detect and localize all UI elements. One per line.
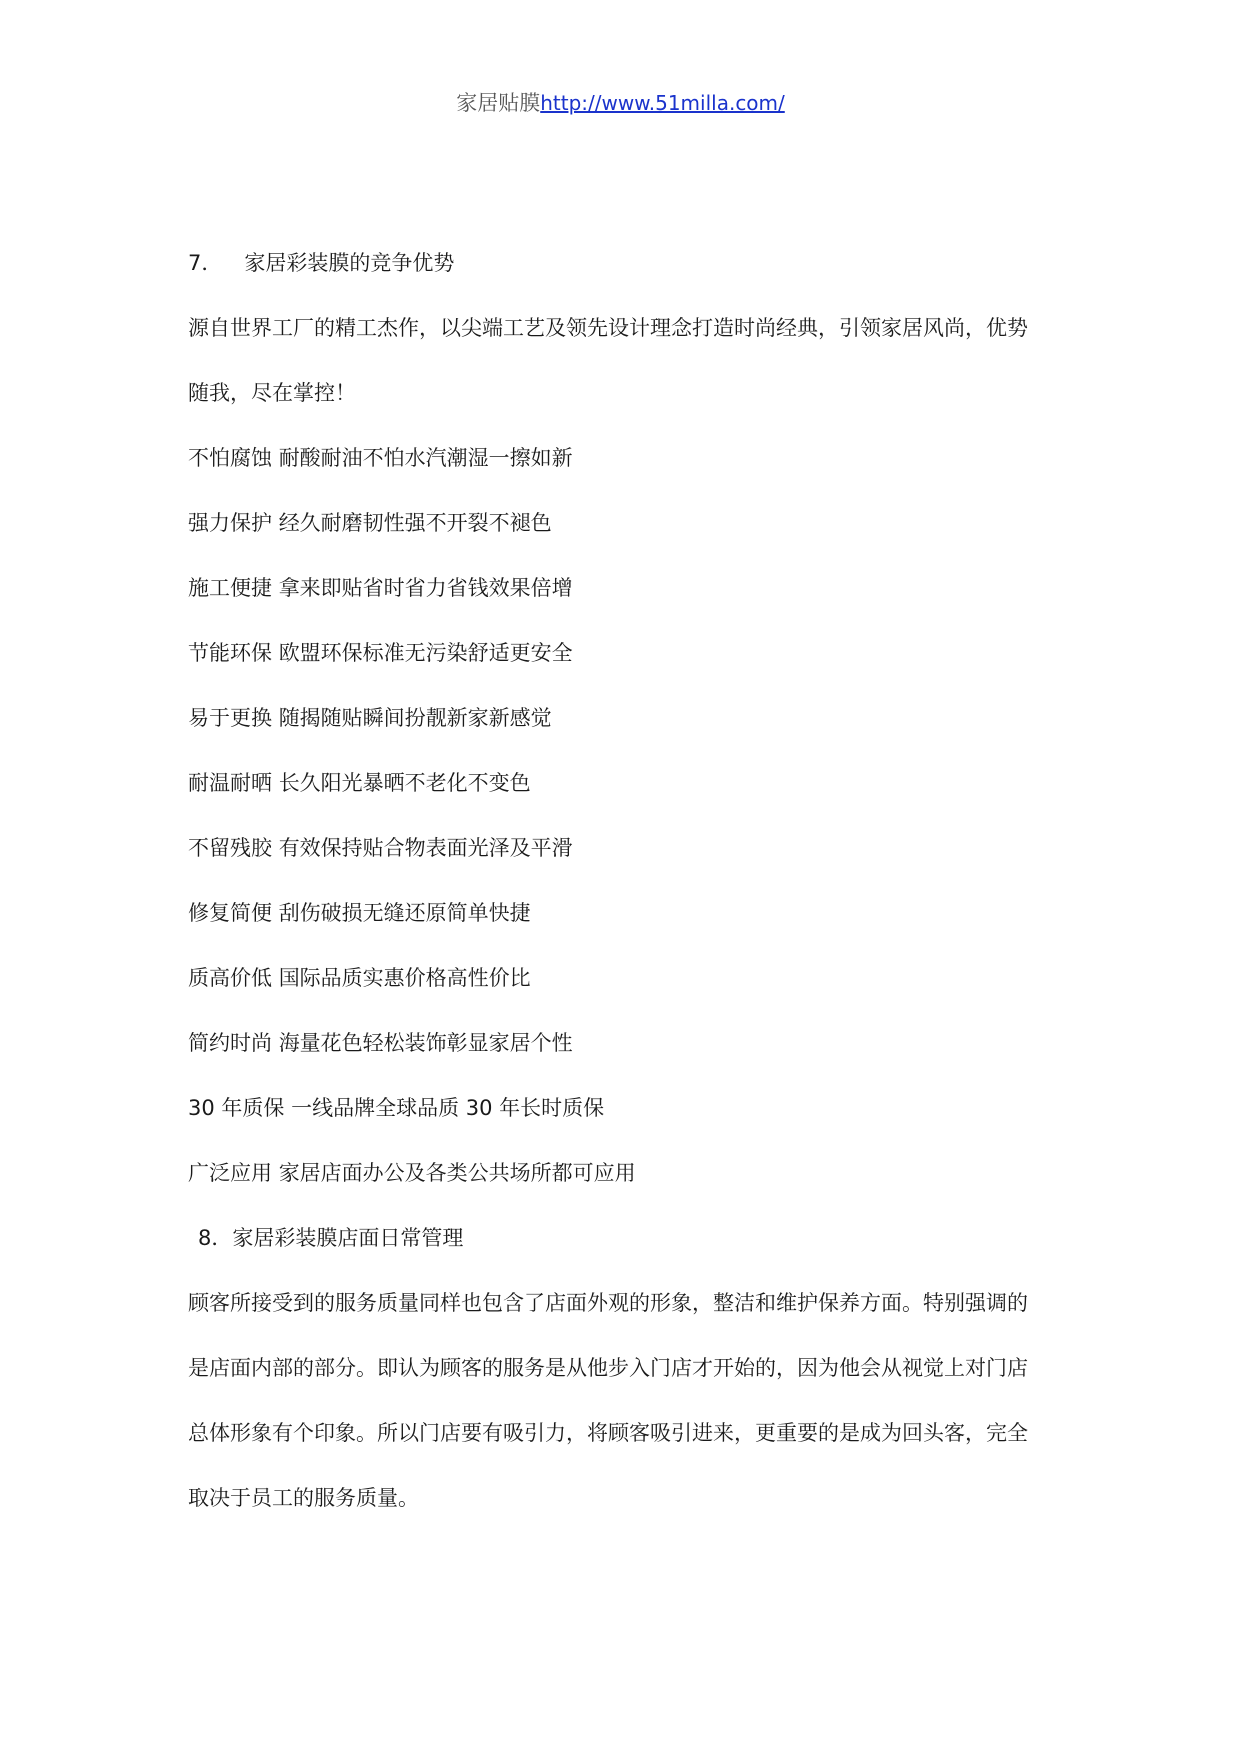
feature-item bbox=[188, 491, 1068, 556]
feature-item bbox=[188, 816, 1068, 881]
feature-desc: 国际品质实惠价格高性价比 bbox=[278, 966, 531, 990]
section-7-intro-line: 随我，尽在掌控！ bbox=[188, 381, 356, 405]
site-link[interactable]: http://www.51milla.com/ bbox=[540, 91, 785, 115]
section-8-paragraph-line: 顾客所接受到的服务质量同样也包含了店面外观的形象，整洁和维护保养方面。特别强调的 bbox=[188, 1291, 1028, 1315]
feature-item bbox=[188, 946, 1068, 1011]
feature-desc: 有效保持贴合物表面光泽及平滑 bbox=[278, 836, 573, 860]
feature-desc: 经久耐磨韧性强不开裂不褪色 bbox=[278, 511, 552, 535]
feature-name: 强力保护 bbox=[188, 511, 272, 535]
feature-name: 简约时尚 bbox=[188, 1031, 272, 1055]
feature-name: 耐温耐晒 bbox=[188, 771, 272, 795]
feature-name: 节能环保 bbox=[188, 641, 272, 665]
feature-desc: 海量花色轻松装饰彰显家居个性 bbox=[278, 1031, 573, 1055]
page-header bbox=[0, 88, 1241, 118]
feature-name: 30 年质保 bbox=[188, 1096, 285, 1120]
feature-desc: 家居店面办公及各类公共场所都可应用 bbox=[278, 1161, 636, 1185]
feature-name: 修复简便 bbox=[188, 901, 272, 925]
feature-desc: 长久阳光暴晒不老化不变色 bbox=[278, 771, 531, 795]
section-7-number: 7． bbox=[188, 251, 223, 275]
document-body bbox=[188, 231, 1068, 1531]
feature-desc: 欧盟环保标准无污染舒适更安全 bbox=[278, 641, 573, 665]
section-8-paragraph-line: 是店面内部的部分。即认为顾客的服务是从他步入门店才开始的，因为他会从视觉上对门店 bbox=[188, 1356, 1028, 1380]
feature-name: 质高价低 bbox=[188, 966, 272, 990]
section-8-paragraph-line: 取决于员工的服务质量。 bbox=[188, 1486, 419, 1510]
section-7-heading bbox=[188, 231, 1068, 296]
section-8-heading bbox=[188, 1206, 1068, 1271]
feature-item bbox=[188, 1011, 1068, 1076]
feature-item bbox=[188, 426, 1068, 491]
feature-name: 易于更换 bbox=[188, 706, 272, 730]
feature-name: 不留残胶 bbox=[188, 836, 272, 860]
feature-item bbox=[188, 751, 1068, 816]
feature-item bbox=[188, 881, 1068, 946]
section-8-number: 8． bbox=[198, 1226, 233, 1250]
feature-item bbox=[188, 1141, 1068, 1206]
feature-desc: 一线品牌全球品质 30 年长时质保 bbox=[291, 1096, 605, 1120]
section-8-title: 家居彩装膜店面日常管理 bbox=[232, 1226, 464, 1250]
feature-item bbox=[188, 686, 1068, 751]
feature-desc: 刮伤破损无缝还原简单快捷 bbox=[278, 901, 531, 925]
feature-item bbox=[188, 1076, 1068, 1141]
section-7-intro-line: 源自世界工厂的精工杰作，以尖端工艺及领先设计理念打造时尚经典，引领家居风尚，优势 bbox=[188, 316, 1028, 340]
feature-desc: 随揭随贴瞬间扮靓新家新感觉 bbox=[278, 706, 552, 730]
feature-name: 广泛应用 bbox=[188, 1161, 272, 1185]
section-7-title: 家居彩装膜的竞争优势 bbox=[244, 251, 455, 275]
section-8-paragraph-line: 总体形象有个印象。所以门店要有吸引力，将顾客吸引进来，更重要的是成为回头客，完全 bbox=[188, 1421, 1028, 1445]
feature-item bbox=[188, 556, 1068, 621]
feature-item bbox=[188, 621, 1068, 686]
feature-desc: 拿来即贴省时省力省钱效果倍增 bbox=[278, 576, 573, 600]
feature-desc: 耐酸耐油不怕水汽潮湿一擦如新 bbox=[278, 446, 573, 470]
feature-name: 施工便捷 bbox=[188, 576, 272, 600]
feature-name: 不怕腐蚀 bbox=[188, 446, 272, 470]
site-label: 家居贴膜 bbox=[456, 91, 541, 115]
